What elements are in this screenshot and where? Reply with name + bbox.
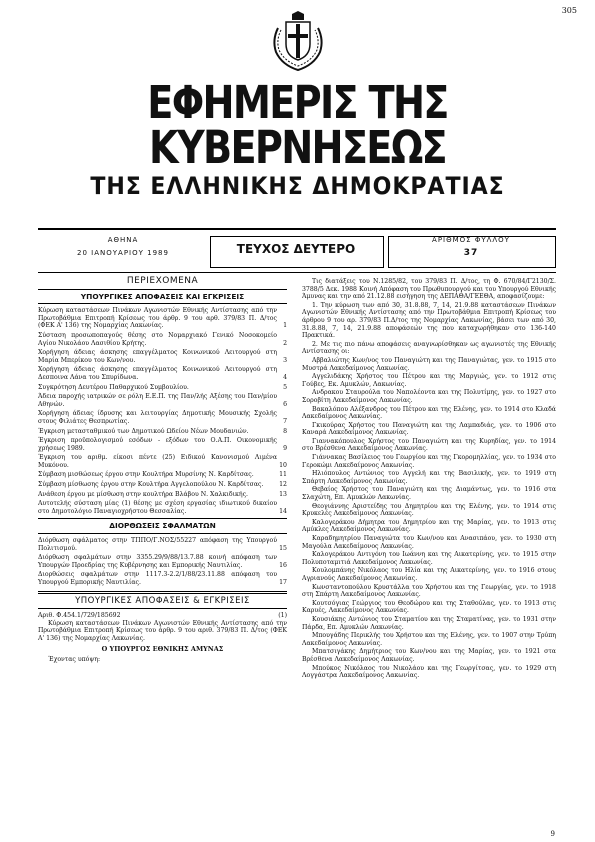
contents-item-text: Αυτοτελής σύσταση μίας (1) θέσης με σχέση εργασίας ιδιωτικού δικαίου στο Δημοτολόγιο Παναγιοχρήστου Θεσσαλίας.: [38, 500, 277, 515]
contents-item-text: Διορθώσεις σφαλμάτων στην 1117.3-2.2/1/88/23.11.88 απόφαση του Υπουργού Εμπορικής Ναυτιλίας.: [38, 571, 277, 586]
newspaper-title: ΕΦΗΜΕΡΙΣ ΤΗΣ ΚΥΒΕΡΝΗΣΕΩΣ: [147, 76, 448, 174]
header-top-rule: [38, 228, 556, 230]
issue-location-date: [38, 234, 208, 260]
sheet-label: ΑΡΙΘΜΟΣ ΦΥΛΛΟΥ: [432, 236, 510, 244]
resistance-fighter-entry: Αββαλιώτης Κων/νος του Παναγιώτη και της Παναγιώτας, γεν. το 1915 στο Μυστρά Λακεδαίμονος Λακωνίας.: [302, 356, 556, 372]
contents-item-page: 8: [283, 427, 287, 435]
decision-paragraph: 2. Με τις πιο πάνω αποφάσεις αναγνωρίσθηκαν ως αγωνιστές της Εθνικής Αντίστασης οι:: [302, 340, 556, 356]
page-number: 305: [561, 6, 577, 15]
contents-item-text: Κύρωση καταστάσεων Πινάκων Αγωνιστών Εθνικής Αντίστασης από την Πρωτοβάθμια Επιτροπή Κρίσεως του άρθρ. 9 του αρθ. 379/83 Π. Δ/τος (ΦΕΚ Α' 136) της Νομαρχίας Λακωνίας.: [38, 307, 277, 330]
resistance-fighter-entry: Αγγελιδάκης Χρήστος του Πέτρου και της Μαργιώς, γεν. το 1912 στις Γούβες, Εκ. Αμυκλών, Λακωνίας.: [302, 373, 556, 388]
contents-item-text: Σύσταση προσωποπαγούς θέσης στο Νομαρχιακό Γενικό Νοσοκομείο Αγίου Νικολάου Λασιθίου Κρήτης.: [38, 331, 277, 347]
decision-ref-index: (1): [278, 612, 287, 620]
contents-section2-title: ΔΙΟΡΘΩΣΕΙΣ ΣΦΑΛΜΑΤΩΝ: [109, 521, 216, 531]
decision-paragraph: Τις διατάξεις του Ν.1285/82, του 379/83 Π. Δ/τος, τη Φ. 670/84/Γ2130/Σ. 3788/5 Δεκ. 1988 Κοινή Απόφαση του Πρωθυπουργού και του Υπουργού Εθνικής Άμυνας και την από 21.12.88 εισήγηση της ΔΕΠΑΘΑ/ΓΕΕΘΑ, αποφασίζουμε:: [302, 278, 556, 301]
contents-item: [38, 307, 287, 330]
resistance-fighter-entry: Γιάννακας Βασίλειος του Γεωργίου και της Γκορομηλλίας, γεν. το 1934 στο Γεροκώμι Λακεδαίμονος Λακωνίας.: [302, 454, 556, 469]
contents-item-text: Άδεια παροχής ιατρικών σε ρόλη Ε.Ε.Π. της Παν/λής Αξέσης του Παν/μίου Αθηνών.: [38, 393, 277, 408]
contents-section2-list: [38, 537, 287, 587]
contents-divider: [38, 289, 287, 290]
resistance-fighter-entry: Μπούκος Νικόλαος του Νικολάου και της Γεωργίτσας, γεν. το 1929 στη Λογγάστρα Λακεδαίμονος Λακωνίας.: [302, 664, 556, 680]
contents-item-text: Σύμβαση μισθώσεως έργου στην Κουλτήρα Μυρσίνης Ν. Καρδίτσας.: [38, 471, 254, 479]
resistance-fighter-entry: Ηλιόπουλος Αντώνιος του Αγγελή και της Βασιλικής, γεν. το 1919 στη Σπάρτη Λακεδαίμονος Λακωνίας.: [302, 470, 556, 485]
resistance-fighter-entry: Γιαννακόπουλος Χρήστος του Παναγιώτη και της Κυρηδίας, γεν. το 1914 στο Βρέσθενα Λακεδαίμονος Λακωνίας.: [302, 437, 556, 453]
section2-divider: [38, 533, 287, 534]
contents-item-page: 11: [279, 471, 287, 479]
issue-type: ΤΕΥΧΟΣ ΔΕΥΤΕΡΟ: [236, 242, 356, 256]
resistance-fighter-entry: Μπατσιγάκης Δημήτριος του Κων/νου και της Μαρίας, γεν. το 1921 στα Βρέσθενα Λακεδαίμονος Λακωνίας.: [302, 648, 556, 663]
contents-item-page: 13: [279, 490, 287, 498]
footer-mark: 9: [550, 830, 555, 838]
header-bottom-rule: [38, 272, 556, 273]
contents-item: [38, 349, 287, 364]
resistance-fighter-entry: Κουτσόγιας Γεώργιος του Θεοδώρου και της Σταθούλας, γεν. το 1913 στις Καρυές, Λακεδαίμονος Λακωνίας.: [302, 599, 556, 615]
contents-item-page: 1: [283, 322, 287, 330]
contents-item-page: 9: [283, 444, 287, 452]
resistance-fighter-entry: Θεογιάννης Αριστείδης του Δημητρίου και της Ελένης, γεν. το 1914 στις Κρυκελές Λακεδαίμονος Λακωνίας.: [302, 502, 556, 518]
contents-item: [38, 332, 287, 347]
contents-item-page: 2: [283, 339, 287, 347]
contents-item-page: 15: [279, 544, 287, 552]
contents-item-page: 4: [283, 373, 287, 381]
contents-item-text: Σύμβαση μίσθωσης έργου στην Κουλτήρα Αγγελοπούλου Ν. Καρδίτσας.: [38, 481, 264, 489]
resistance-fighter-entry: Μπουγάδης Περικλής του Χρήστου και της Ελένης, γεν. το 1907 στην Τρύπη Λακεδαίμονος Λακωνίας.: [302, 632, 556, 647]
contents-item: [38, 454, 287, 469]
decision-reference: [38, 612, 287, 620]
contents-item-page: 17: [279, 579, 287, 586]
contents-item-page: 12: [279, 481, 287, 489]
contents-item-page: 3: [283, 356, 287, 364]
contents-item: [38, 384, 287, 392]
contents-item-text: Ανάθεση έργου με μίσθωση στην κουλτήρα Βλάβου Ν. Χαλκιδικής.: [38, 490, 249, 498]
resistance-fighter-entry: Κουλομπάνης Νικόλαος του Ηλία και της Αικατερίνης, γεν. το 1916 στους Αγριανούς Λακεδαίμονος Λακωνίας.: [302, 567, 556, 582]
sheet-number: 37: [463, 248, 479, 258]
decision-title-divider: [38, 608, 287, 609]
decision-paragraph: 1. Την κύρωση των από 30, 31.8.88, 7, 14, 21.9.88 καταστάσεων Πινάκων Αγωνιστών Εθνικής Αντίστασης από την Πρωτοβάθμια Επιτροπή Κρίσεως του άρθρου 9 του αρ. 379/83 Π.Δ/τος της Νομαρχίας Λακωνίας, βάσει των από 30, 31.8.88, 7, 14, 21.9.88 αποφάσεών της που καταχωρήθηκαν στο 136-140 Πρακτικά.: [302, 301, 556, 340]
left-column: [38, 278, 287, 665]
contents-item-page: 5: [283, 383, 287, 391]
contents-item-text: Έγκριση μετασταθμικού των Δημοτικού Ωδείου Νέων Μουδανιών.: [38, 427, 249, 435]
resistance-fighter-entry: Γκικούρας Χρήστος του Παναγιώτη και της Λαμπαδιάς, γεν. το 1906 στο Καναρά Λακεδαίμονος Λακωνίας.: [302, 421, 556, 437]
contents-item: [38, 491, 287, 499]
decision-title: ΥΠΟΥΡΓΙΚΕΣ ΑΠΟΦΑΣΕΙΣ & ΕΓΚΡΙΣΕΙΣ: [75, 595, 250, 606]
section1-divider: [38, 303, 287, 304]
contents-item-page: 10: [279, 461, 287, 469]
issue-city: ΑΘΗΝΑ: [107, 236, 139, 244]
newspaper-subtitle: ΤΗΣ ΕΛΛΗΝΙΚΗΣ ΔΗΜΟΚΡΑΤΙΑΣ: [90, 172, 505, 200]
contents-item: [38, 393, 287, 408]
contents-title: ΠΕΡΙΕΧΟΜΕΝΑ: [126, 276, 199, 286]
contents-item: [38, 571, 287, 586]
contents-item: [38, 500, 287, 515]
right-column: [302, 278, 556, 681]
contents-item-text: Συγκρότηση Δευτέρου Παθαρχικού Συμβουλίου.: [38, 383, 189, 391]
resistance-fighter-entry: Καλογεράκου Αντιγόνη του Ιωάννη και της Αικατερίνης, γεν. το 1915 στην Πολυποταμιτιά Λακεδαίμονος Λακωνίας.: [302, 551, 556, 566]
resistance-fighter-entry: Ανδρακου Σταυρούλα του Ναπολέοντα και της Πολυτίμης, γεν. το 1927 στο Σοροβίτη Λακεδαίμονος Λακωνίας.: [302, 389, 556, 404]
section2-divider-top: [38, 518, 287, 519]
decision-having-considered: Έχοντας υπόψη:: [48, 656, 101, 664]
contents-item-text: Διόρθωση σφάλματος στην ΤΠΠΟ/Γ.ΝΟΣ/55227 απόφαση της Υπουργού Πολιτισμού.: [38, 537, 277, 552]
contents-item-page: 14: [279, 507, 287, 515]
contents-item-text: Χορήγηση άδειας άσκησης επαγγέλματος Κοινωνικού Λειτουργού στη Δεσποινα Λάνα του Σπυρίδωνα.: [38, 366, 277, 381]
contents-item: [38, 537, 287, 552]
decision-summary: Κύρωση καταστάσεων Πινάκων Αγωνιστών Εθνικής Αντίστασης από την Πρωτοβάθμια Επιτροπή Κρίσεως του άρθρ. 9 του αριθ. 379/83 Π. Δ/τος (ΦΕΚ Α' 136) της Νομαρχίας Λακωνίας.: [38, 619, 287, 642]
contents-item: [38, 471, 287, 479]
contents-item-text: Διόρθωση σφαλμάτων στην 3355.29/9/88/13.7.88 κοινή απόφαση των Υπουργών Προεδρίας της Κυβέρνησης και Εμπορικής Ναυτιλίας.: [38, 554, 277, 569]
resistance-fighter-entry: Καραδημητρίου Παναγιώτα του Κων/νου και Ανασιπάου, γεν. το 1930 στη Μαγούλα Λακεδαίμονος Λακωνίας.: [302, 535, 556, 550]
contents-item: [38, 428, 287, 436]
contents-item-text: Χορήγηση άδειας ίδρυσης και λειτουργίας Δημοτικής Μουσικής Σχολής στους Φιλιάτες Θεσπρωτίας.: [38, 410, 277, 425]
contents-item-page: 6: [283, 400, 287, 408]
decision-divider: [38, 591, 287, 594]
contents-item-text: Έγκριση του αριθμ. είκοσι πέντε (25) Ειδικού Κανονισμού Λιμένα Μυκόνου.: [38, 454, 277, 469]
greek-coat-of-arms-emblem: [270, 10, 326, 72]
contents-item-page: 16: [279, 561, 287, 569]
resistance-fighter-entry: Θεβαίος Χρήστος του Παναγιώτη και της Διαμάντως, γεν. το 1916 στα Σλαχώτη, Επ. Αμυκλών Λακωνίας.: [302, 486, 556, 502]
contents-item: [38, 410, 287, 425]
resistance-fighter-entry: Κουσιάκης Αντώνιος του Σταματίου και της Σταματίνας, γεν. το 1931 στην Πάρδα, Επ. Αμυκλών Λακωνίας.: [302, 615, 556, 631]
contents-item: [38, 366, 287, 381]
issue-date: 20 ΙΑΝΟΥΑΡΙΟΥ 1989: [77, 249, 169, 257]
contents-section1-list: [38, 307, 287, 515]
contents-item-text: Έγκριση προϋπολογισμού εσόδων - εξόδων του Ο.Α.Π. Οικονομικής χρήσεως 1989.: [38, 437, 277, 452]
sheet-info: [388, 234, 554, 260]
resistance-fighter-entry: Καλογεράκου Δήμητρα του Δημητρίου και της Μαρίας, γεν. το 1913 στις Αμύκλες Λακεδαίμονος Λακωνίας.: [302, 518, 556, 534]
decision-ref-number: Αριθ. Φ.454.1/729/185692: [38, 612, 121, 620]
resistance-fighter-entry: Κωνσταντοπούλου Κρυστάλλα του Χρήστου και της Γεωργίας, γεν. το 1918 στη Σπάρτη Λακεδαίμονος Λακωνίας.: [302, 583, 556, 599]
contents-item: [38, 481, 287, 489]
decision-ministry: Ο ΥΠΟΥΡΓΟΣ ΕΘΝΙΚΗΣ ΑΜΥΝΑΣ: [101, 644, 224, 653]
contents-item: [38, 554, 287, 569]
contents-item-text: Χορήγηση άδειας άσκησης επαγγέλματος Κοινωνικού Λειτουργού στη Μαρία Μπερίκου του Κων/νου.: [38, 349, 277, 364]
contents-item-page: 7: [283, 417, 287, 425]
contents-section1-title: ΥΠΟΥΡΓΙΚΕΣ ΑΠΟΦΑΣΕΙΣ ΚΑΙ ΕΓΚΡΙΣΕΙΣ: [80, 291, 245, 301]
resistance-fighter-entry: Βακαλόπου Αλέξανδρος του Πέτρου και της Ελένης, γεν. το 1914 στο Κλαδά Λακεδαίμονος Λακωνίας.: [302, 405, 556, 421]
issue-info-bar: [38, 234, 556, 270]
contents-item: [38, 437, 287, 452]
